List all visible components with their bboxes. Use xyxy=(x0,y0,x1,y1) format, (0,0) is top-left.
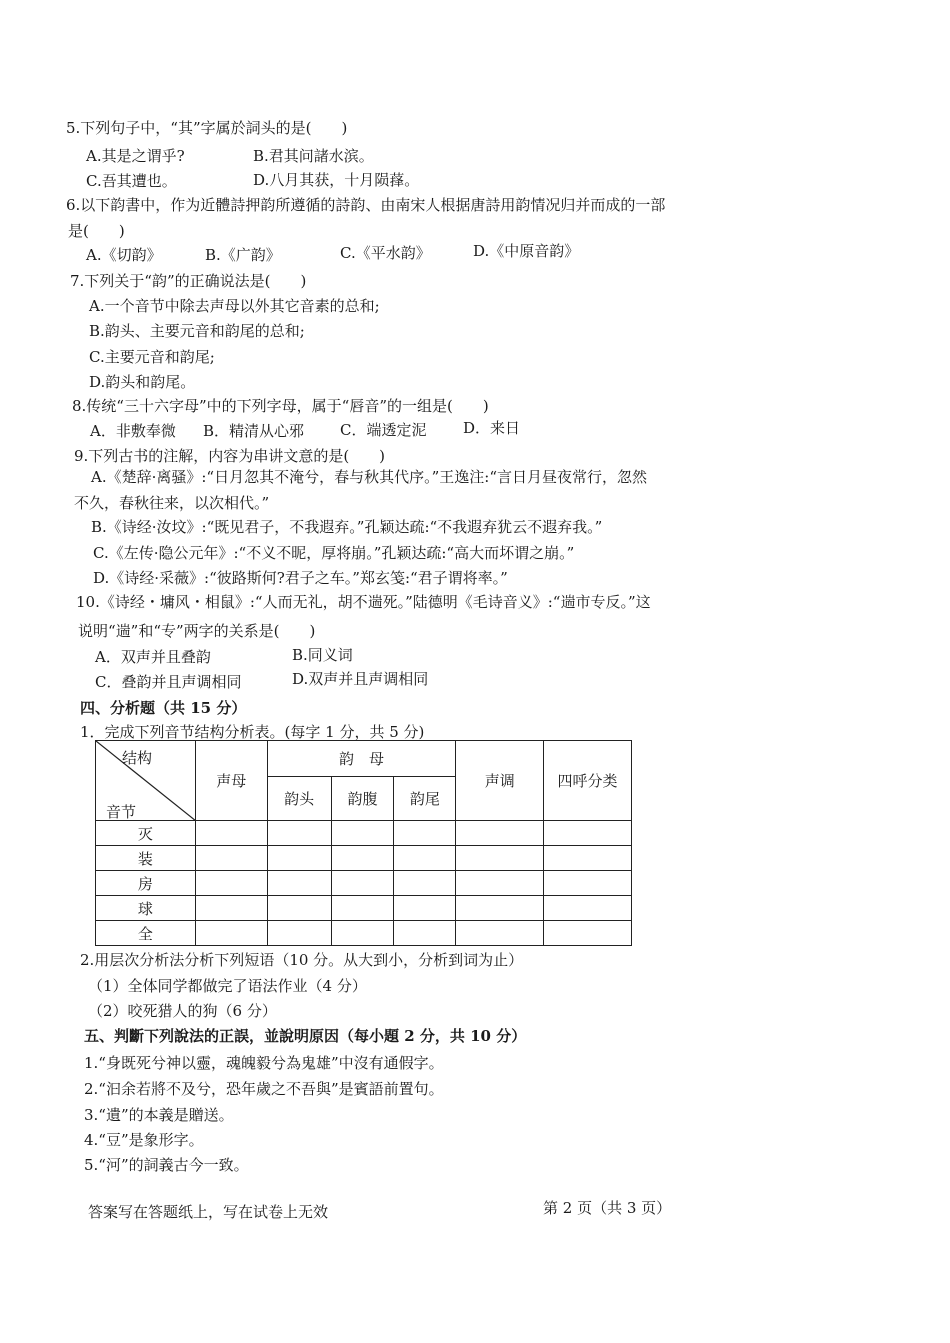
answer-cell xyxy=(267,921,331,946)
answer-cell xyxy=(331,871,394,896)
q9-option-b: B.《诗经·汝坟》:“既见君子，不我遐弃。”孔颖达疏:“不我遐弃犹云不遐弃我。” xyxy=(91,518,603,536)
q7-option-a: A.一个音节中除去声母以外其它音素的总和; xyxy=(89,297,380,315)
q10-option-c: C．叠韵并且声调相同 xyxy=(95,673,242,691)
q10-stem-line2: 说明“遄”和“专”两字的关系是( ) xyxy=(78,622,316,640)
q7-option-d: D.韵头和韵尾。 xyxy=(89,373,196,391)
q6-option-c: C.《平水韵》 xyxy=(340,244,431,262)
answer-cell xyxy=(394,896,456,921)
row-label: 装 xyxy=(96,846,196,871)
table-row xyxy=(96,896,632,921)
section-5-item-4: 4.“豆”是象形字。 xyxy=(84,1131,204,1149)
answer-cell xyxy=(267,821,331,846)
q8-option-c: C．端透定泥 xyxy=(340,421,427,439)
table-corner-header xyxy=(96,741,196,821)
header-yuntou: 韵头 xyxy=(267,777,331,821)
answer-cell xyxy=(544,921,632,946)
q8-option-d: D．来日 xyxy=(463,419,521,437)
syllable-analysis-table xyxy=(95,740,632,946)
section-4-q2-part1: （1）全体同学都做完了语法作业（4 分） xyxy=(88,977,367,995)
q9-stem: 9.下列古书的注解，内容为串讲文意的是( ) xyxy=(74,447,386,465)
answer-cell xyxy=(267,896,331,921)
answer-cell xyxy=(544,871,632,896)
footer-note: 答案写在答题纸上，写在试卷上无效 xyxy=(88,1203,329,1221)
table-row xyxy=(96,846,632,871)
q5-option-c: C.吾其遭也。 xyxy=(86,172,177,190)
answer-cell xyxy=(456,846,544,871)
section-5-item-3: 3.“遺”的本義是贈送。 xyxy=(84,1106,234,1124)
q5-option-a: A.其是之谓乎? xyxy=(86,147,185,165)
answer-cell xyxy=(394,871,456,896)
answer-cell xyxy=(544,846,632,871)
header-shengmu: 声母 xyxy=(195,741,267,821)
q6-stem-line2: 是( ) xyxy=(68,222,125,240)
q10-option-d: D.双声并且声调相同 xyxy=(292,670,429,688)
section-4-title: 四、分析题（共 15 分） xyxy=(80,699,247,717)
corner-label-syllable: 音节 xyxy=(106,803,137,821)
q10-stem-line1: 10.《诗经・墉风・相鼠》:“人而无礼，胡不遄死。”陆德明《毛诗音义》:“遄市专反。”这 xyxy=(76,593,651,611)
q9-option-a-line2: 不久，春秋往来，以次相代。” xyxy=(74,494,270,512)
section-4-q2: 2.用层次分析法分析下列短语（10 分。从大到小，分析到词为止） xyxy=(80,951,524,969)
q6-option-b: B.《广韵》 xyxy=(205,246,281,264)
header-yunfu: 韵腹 xyxy=(331,777,394,821)
answer-cell xyxy=(456,896,544,921)
q5-option-b: B.君其问諸水滨。 xyxy=(253,147,374,165)
answer-cell xyxy=(456,921,544,946)
q9-option-d: D.《诗经·采薇》:“彼路斯何?君子之车。”郑玄笺:“君子谓将率。” xyxy=(93,569,508,587)
answer-cell xyxy=(267,871,331,896)
q6-stem-line1: 6.以下韵書中，作为近體詩押韵所遵循的詩韵、由南宋人根据唐詩用韵情况归并而成的一部 xyxy=(66,196,666,214)
table-row xyxy=(96,921,632,946)
q7-option-b: B.韵头、主要元音和韵尾的总和; xyxy=(89,322,305,340)
answer-cell xyxy=(394,921,456,946)
q6-option-d: D.《中原音韵》 xyxy=(473,242,580,260)
q7-stem: 7.下列关于“韵”的正确说法是( ) xyxy=(70,272,307,290)
answer-cell xyxy=(331,896,394,921)
answer-cell xyxy=(331,821,394,846)
section-4-q2-part2: （2）咬死猎人的狗（6 分） xyxy=(88,1002,277,1020)
q9-option-c: C.《左传·隐公元年》:“不义不昵，厚将崩。”孔颖达疏:“高大而坏谓之崩。” xyxy=(93,544,575,562)
q8-option-b: B．精清从心邪 xyxy=(203,422,305,440)
answer-cell xyxy=(195,871,267,896)
answer-cell xyxy=(544,821,632,846)
answer-cell xyxy=(456,871,544,896)
q9-option-a-line1: A.《楚辞·离骚》:“日月忽其不淹兮，春与秋其代序。”王逸注:“言日月昼夜常行，忽然 xyxy=(91,468,647,486)
answer-cell xyxy=(195,896,267,921)
table-row xyxy=(96,821,632,846)
answer-cell xyxy=(195,821,267,846)
answer-cell xyxy=(394,846,456,871)
q8-stem: 8.传统“三十六字母”中的下列字母，属于“唇音”的一组是( ) xyxy=(72,397,489,415)
section-5-title: 五、判斷下列說法的正誤，並說明原因（每小題 2 分，共 10 分） xyxy=(84,1027,527,1045)
table-row xyxy=(96,871,632,896)
answer-cell xyxy=(331,921,394,946)
q6-option-a: A.《切韵》 xyxy=(86,246,162,264)
header-yunmu: 韵 母 xyxy=(267,741,456,777)
answer-cell xyxy=(456,821,544,846)
q5-option-d: D.八月其获，十月陨萚。 xyxy=(253,171,420,189)
answer-cell xyxy=(544,896,632,921)
answer-cell xyxy=(394,821,456,846)
section-5-item-5: 5.“河”的詞義古今一致。 xyxy=(84,1156,249,1174)
header-yunwei: 韵尾 xyxy=(394,777,456,821)
section-5-item-2: 2.“汩余若將不及兮，恐年歲之不吾與”是賓語前置句。 xyxy=(84,1080,444,1098)
q7-option-c: C.主要元音和韵尾; xyxy=(89,348,215,366)
section-4-q1: 1．完成下列音节结构分析表。(每字 1 分，共 5 分) xyxy=(80,723,425,741)
answer-cell xyxy=(195,921,267,946)
answer-cell xyxy=(195,846,267,871)
footer-page-number: 第 2 页（共 3 页） xyxy=(543,1199,672,1217)
answer-cell xyxy=(267,846,331,871)
header-shengdiao: 声调 xyxy=(456,741,544,821)
corner-label-structure: 结构 xyxy=(122,749,153,767)
q5-stem: 5.下列句子中，“其”字属於詞头的是( ) xyxy=(66,119,348,137)
q10-option-a: A．双声并且叠韵 xyxy=(95,648,211,666)
section-5-item-1: 1.“身既死兮神以靈，魂魄毅兮為鬼雄”中沒有通假字。 xyxy=(84,1054,444,1072)
header-sihu: 四呼分类 xyxy=(544,741,632,821)
row-label: 球 xyxy=(96,896,196,921)
row-label: 全 xyxy=(96,921,196,946)
row-label: 灭 xyxy=(96,821,196,846)
q8-option-a: A．非敷奉微 xyxy=(90,422,176,440)
row-label: 房 xyxy=(96,871,196,896)
q10-option-b: B.同义词 xyxy=(292,646,353,664)
answer-cell xyxy=(331,846,394,871)
